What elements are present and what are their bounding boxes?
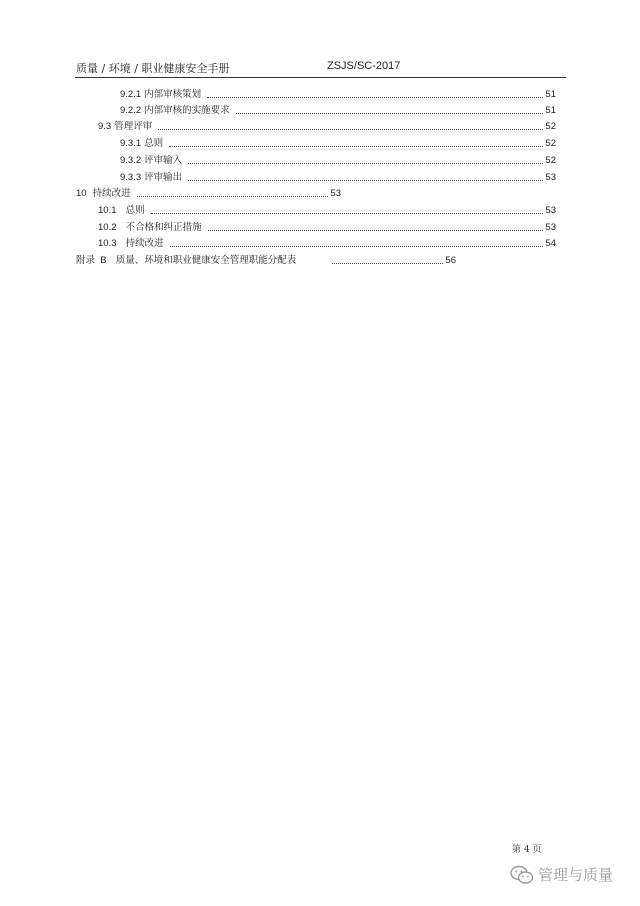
toc-leader: [332, 263, 443, 264]
toc-entry-page: 56: [445, 255, 456, 266]
toc-entry-page: 53: [330, 188, 341, 199]
toc-entry-title: 总则: [125, 205, 145, 216]
toc-entry-title: 总则: [144, 138, 164, 149]
toc-entry[interactable]: [120, 170, 556, 184]
toc-leader: [188, 163, 543, 164]
toc-entry[interactable]: [98, 220, 556, 234]
toc-entry[interactable]: [98, 236, 556, 250]
toc-entry-number: 9.3: [98, 121, 112, 132]
toc-entry-title: 内部审核的实施要求: [144, 105, 230, 116]
toc-entry-title: 评审输入: [144, 155, 183, 166]
toc-entry-number: 9.2.2: [120, 105, 142, 116]
toc-entry-title: 内部审核策划: [144, 89, 202, 100]
toc-entry[interactable]: [98, 203, 556, 217]
toc-entry-number: 10.3: [98, 238, 117, 249]
toc-entry-number: 9.3.1: [120, 138, 142, 149]
toc-entry-title: 管理评审: [114, 121, 153, 132]
page-number: 第 4 页: [512, 845, 542, 855]
document-code: ZSJS/SC-2017: [327, 60, 401, 72]
document-title: 质量 / 环境 / 职业健康安全手册: [76, 62, 230, 75]
toc-leader: [170, 246, 544, 247]
toc-entry-number: 9.3.2: [120, 155, 142, 166]
toc-leader: [208, 230, 544, 231]
toc-entry-title: 持续改进: [92, 188, 131, 199]
toc-entry-title: 不合格和纠正措施: [125, 222, 202, 233]
toc-entry-page: 53: [545, 222, 556, 233]
toc-leader: [151, 213, 544, 214]
toc-entry[interactable]: [120, 87, 556, 101]
toc-leader: [137, 196, 329, 197]
toc-entry[interactable]: [120, 136, 556, 150]
toc-entry-page: 52: [545, 138, 556, 149]
toc-leader: [158, 129, 543, 130]
toc-entry-number: 10: [76, 188, 87, 199]
toc-leader: [207, 97, 543, 98]
toc-entry-number: 10.1: [98, 205, 117, 216]
toc-entry[interactable]: [98, 119, 556, 133]
toc-entry-number: 9.2.1: [120, 89, 142, 100]
toc-leader: [188, 180, 543, 181]
toc-entry-number: 附录 B: [76, 255, 107, 266]
toc-entry-title: 质量、环境和职业健康安全管理职能分配表: [115, 255, 297, 266]
toc-entry-page: 51: [545, 89, 556, 100]
toc-entry-number: 9.3.3: [120, 172, 142, 183]
toc-entry-page: 52: [545, 121, 556, 132]
toc-leader: [169, 146, 543, 147]
toc-leader: [236, 113, 544, 114]
wechat-icon: [510, 865, 534, 885]
toc-entry-page: 52: [545, 155, 556, 166]
toc-entry[interactable]: [120, 153, 556, 167]
toc-entry-page: 53: [545, 205, 556, 216]
toc-entry-page: 53: [545, 172, 556, 183]
toc-entry-number: 10.2: [98, 222, 117, 233]
watermark-text: 管理与质量: [538, 866, 614, 884]
header-divider: [75, 77, 566, 78]
toc-entry[interactable]: [76, 186, 341, 200]
toc-entry-page: 51: [545, 105, 556, 116]
toc-entry-title: 持续改进: [125, 238, 164, 249]
toc-entry[interactable]: [76, 253, 456, 267]
toc-entry[interactable]: [120, 103, 556, 117]
toc-entry-page: 54: [545, 238, 556, 249]
watermark: [510, 864, 613, 885]
toc-entry-title: 评审输出: [144, 172, 183, 183]
